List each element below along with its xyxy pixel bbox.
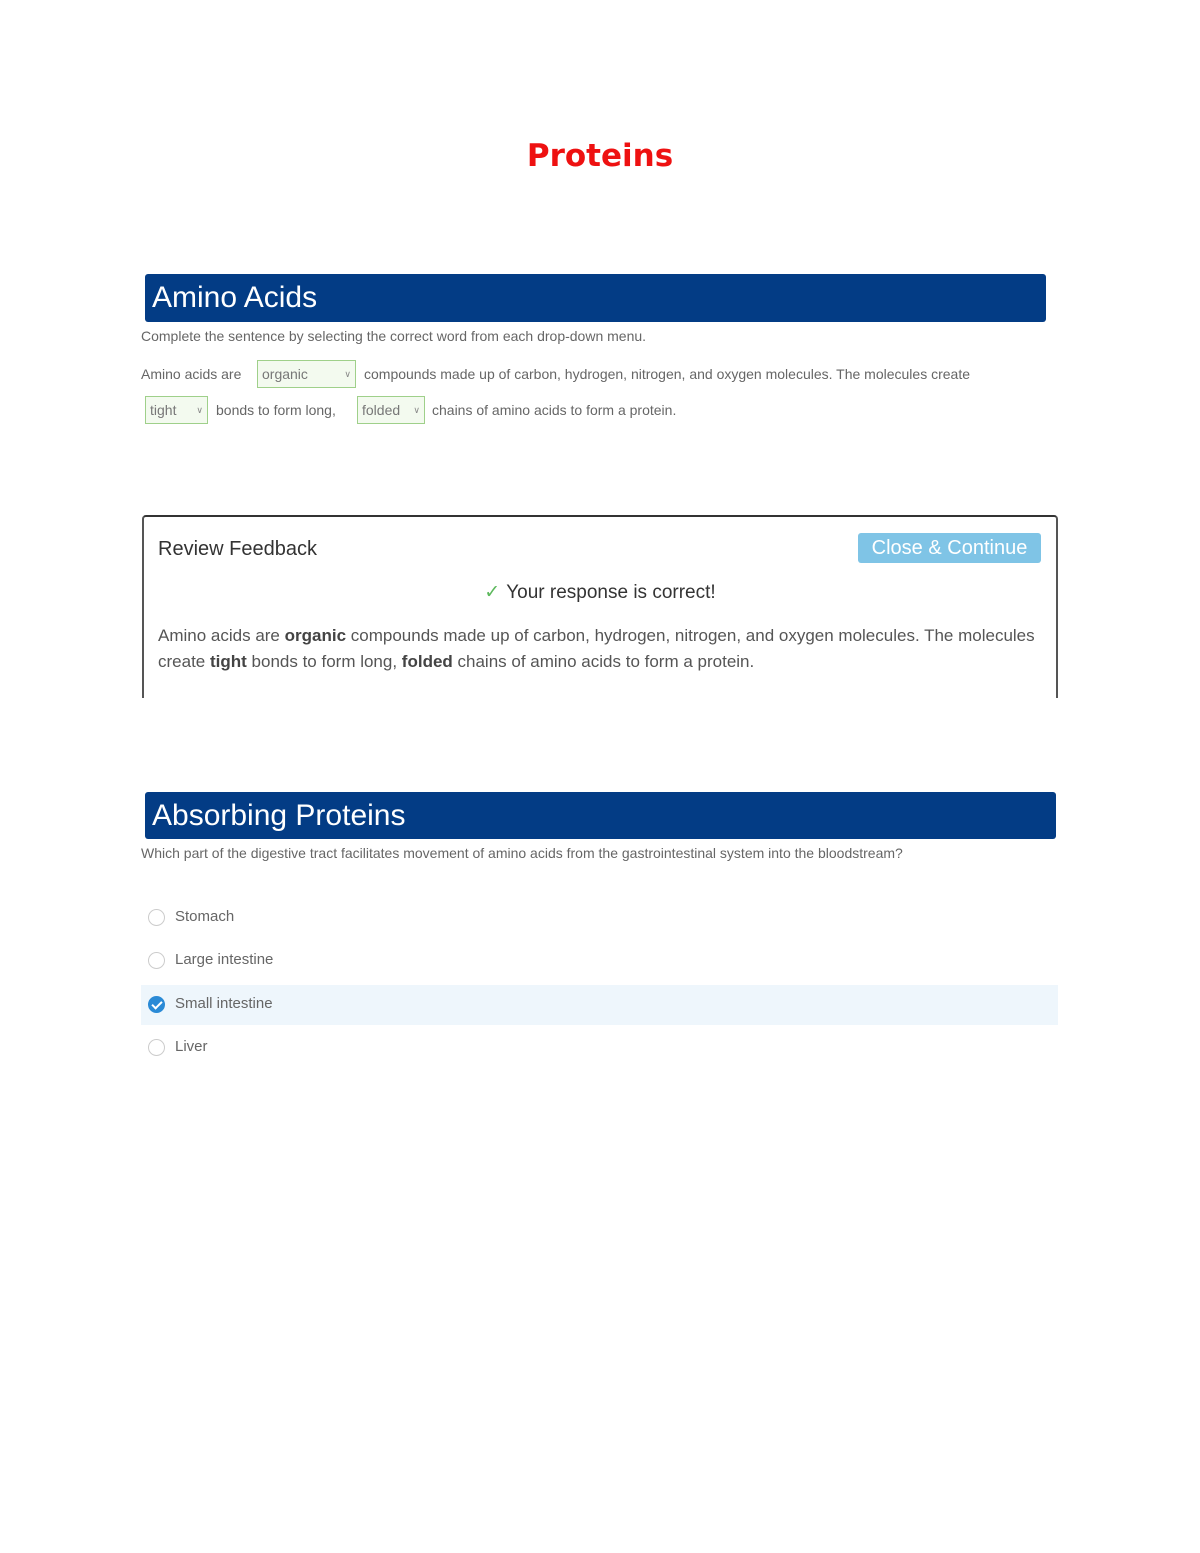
feedback-explanation xyxy=(158,623,1038,675)
feedback-title: Review Feedback xyxy=(158,538,317,560)
radio-button[interactable] xyxy=(148,1039,165,1056)
section-header-amino-acids: Amino Acids xyxy=(145,274,1046,322)
option-label: Stomach xyxy=(175,908,235,925)
radio-button[interactable] xyxy=(148,952,165,969)
option-liver[interactable] xyxy=(141,1028,1058,1068)
correct-message-row xyxy=(144,581,1056,604)
amino-instruction: Complete the sentence by selecting the correct word from each drop-down menu. xyxy=(141,328,647,344)
option-large-intestine[interactable] xyxy=(141,941,1058,981)
feedback-text: compounds made up of carbon, hydrogen, nitrogen, and oxygen molecules. The molecules create xyxy=(158,626,1035,671)
dropdown-value: folded xyxy=(362,402,401,418)
chevron-down-icon: ∨ xyxy=(413,405,420,415)
sentence-part-4: chains of amino acids to form a protein. xyxy=(432,402,677,418)
review-feedback-panel xyxy=(142,515,1058,698)
absorbing-question: Which part of the digestive tract facilitates movement of amino acids from the gastrointestinal system into the bloodstream? xyxy=(141,845,903,861)
feedback-text: Amino acids are xyxy=(158,626,285,645)
section-header-absorbing-proteins: Absorbing Proteins xyxy=(145,792,1056,839)
sentence-part-1: Amino acids are xyxy=(141,366,242,382)
dropdown-value: tight xyxy=(150,402,177,418)
option-label: Liver xyxy=(175,1038,208,1055)
chevron-down-icon: ∨ xyxy=(196,405,203,415)
option-label: Small intestine xyxy=(175,995,273,1012)
check-icon: ✓ xyxy=(484,582,501,603)
dropdown-value: organic xyxy=(262,366,308,382)
feedback-text: chains of amino acids to form a protein. xyxy=(452,652,755,671)
dropdown-organic[interactable] xyxy=(257,360,356,388)
option-small-intestine[interactable] xyxy=(141,985,1058,1025)
feedback-answer-organic: organic xyxy=(284,626,347,645)
page-title: Proteins xyxy=(526,138,674,174)
chevron-down-icon: ∨ xyxy=(344,369,351,379)
option-label: Large intestine xyxy=(175,951,274,968)
sentence-part-2: compounds made up of carbon, hydrogen, nitrogen, and oxygen molecules. The molecules create xyxy=(364,366,970,382)
feedback-text: bonds to form long, xyxy=(246,652,402,671)
feedback-answer-tight: tight xyxy=(209,652,247,671)
feedback-answer-folded: folded xyxy=(401,652,453,671)
dropdown-tight[interactable] xyxy=(145,396,208,424)
option-stomach[interactable] xyxy=(141,898,1058,938)
close-continue-button[interactable]: Close & Continue xyxy=(858,533,1041,563)
sentence-part-3: bonds to form long, xyxy=(216,402,336,418)
correct-message: Your response is correct! xyxy=(506,582,716,603)
radio-checked-icon[interactable] xyxy=(148,996,165,1013)
dropdown-folded[interactable] xyxy=(357,396,425,424)
radio-button[interactable] xyxy=(148,909,165,926)
